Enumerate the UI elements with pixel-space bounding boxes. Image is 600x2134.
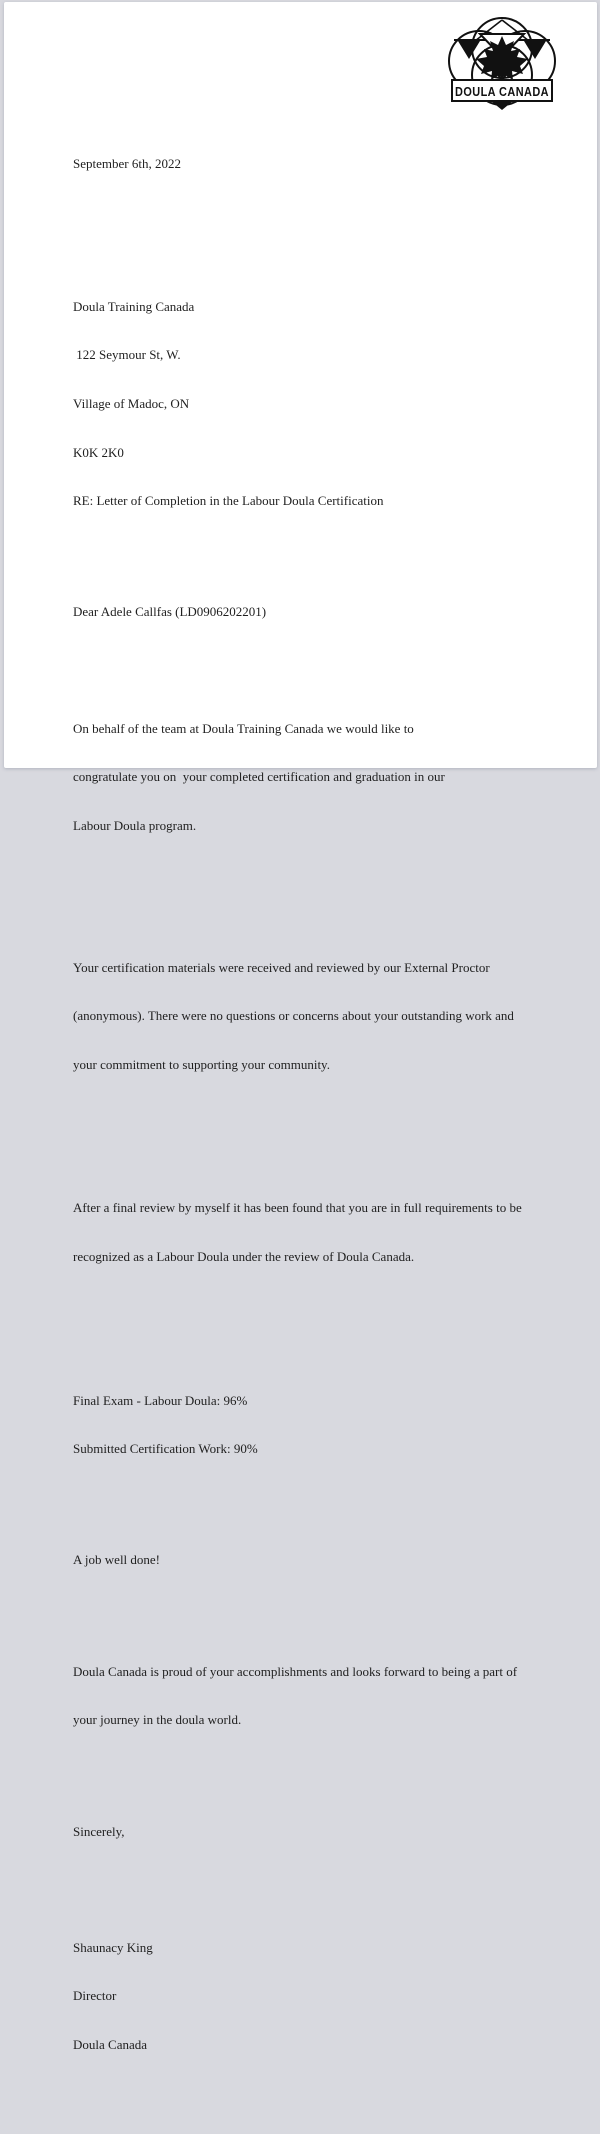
final-exam-score-line: Final Exam - Labour Doula: 96%: [73, 1392, 248, 1408]
logo-banner-text: DOULA CANADA: [455, 85, 549, 99]
text-line: (anonymous). There were no questions or concerns about your outstanding work and: [73, 1008, 514, 1024]
text-line: your commitment to supporting your community.: [73, 1056, 330, 1072]
scores-block: [73, 1360, 585, 1490]
text-line: On behalf of the team at Doula Training Canada we would like to: [73, 720, 414, 736]
paragraph-proctor-review: [73, 927, 585, 1105]
re-subject-line: RE: Letter of Completion in the Labour Doula Certification: [73, 493, 384, 509]
paragraph-closing: [73, 1631, 585, 1761]
text-line: Doula Canada is proud of your accomplishments and looks forward to being a part of: [73, 1663, 518, 1679]
salutation: Dear Adele Callfas (LD0906202201): [73, 604, 267, 620]
recipient-line: 122 Seymour St, W.: [73, 347, 181, 363]
congrats-line: A job well done!: [73, 1552, 161, 1568]
signoff: Sincerely,: [73, 1823, 125, 1839]
letter-body: [73, 2, 585, 2134]
recipient-line: Doula Training Canada: [73, 298, 195, 314]
text-line: After a final review by myself it has been found that you are in full requirements to be: [73, 1200, 522, 1216]
recipient-address: [73, 266, 585, 541]
signature-block: [73, 1907, 585, 2085]
recipient-line: K0K 2K0: [73, 444, 124, 460]
paragraph-opening: [73, 688, 585, 866]
text-line: Labour Doula program.: [73, 817, 197, 833]
signature-org: Doula Canada: [73, 2036, 148, 2052]
signature-title: Director: [73, 1988, 117, 2004]
text-line: your journey in the doula world.: [73, 1712, 242, 1728]
text-line: Your certification materials were received and reviewed by our External Proctor: [73, 959, 490, 975]
paragraph-final-review: [73, 1168, 585, 1298]
letter-page: [4, 2, 597, 2052]
recipient-line: Village of Madoc, ON: [73, 396, 190, 412]
text-line: recognized as a Labour Doula under the review of Doula Canada.: [73, 1249, 415, 1264]
signature-name: Shaunacy King: [73, 1939, 153, 1955]
text-line: congratulate you on your completed certification and graduation in our: [73, 769, 445, 785]
date-text: September 6th, 2022: [73, 155, 181, 171]
submitted-work-score-line: Submitted Certification Work: 90%: [73, 1441, 258, 1457]
